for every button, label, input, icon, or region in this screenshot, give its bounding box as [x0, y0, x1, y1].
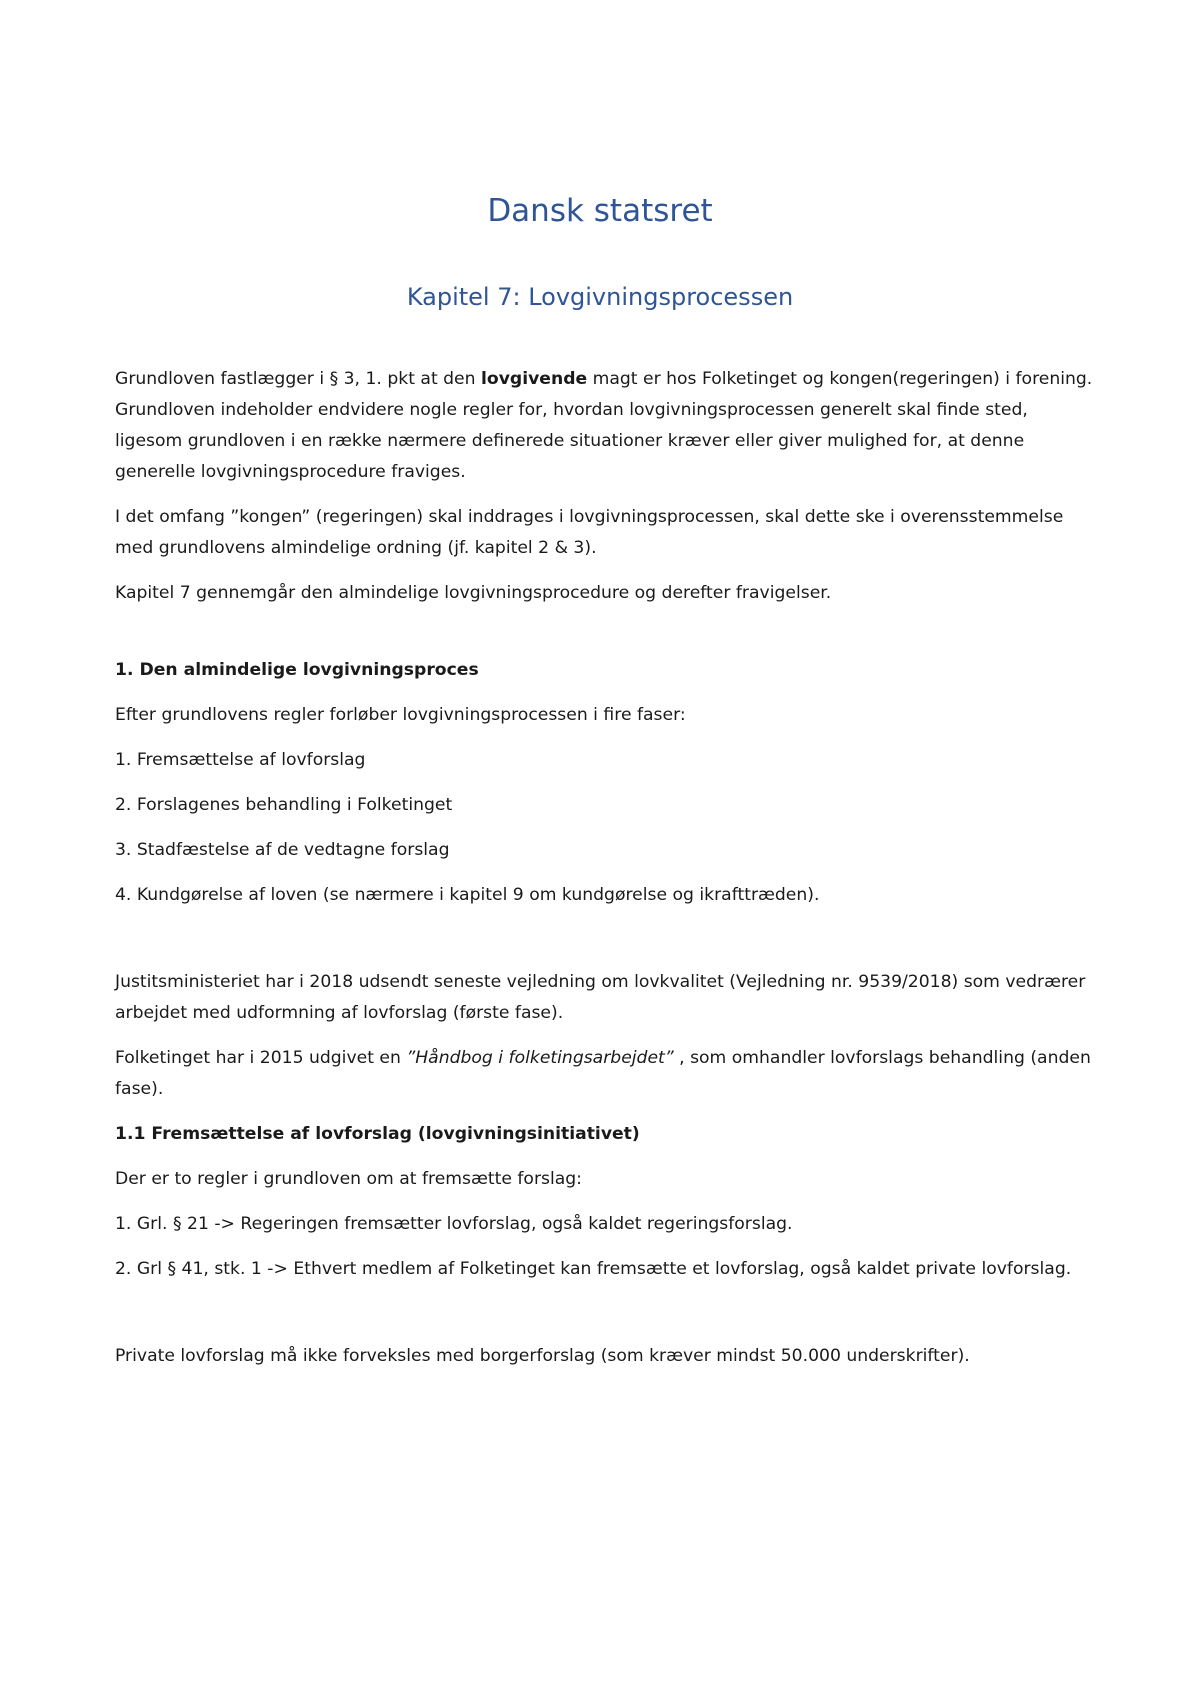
intro-paragraph-3: Kapitel 7 gennemgår den almindelige lovgivningsprocedure og derefter fravigelser.	[115, 583, 832, 603]
section-1-lead: Efter grundlovens regler forløber lovgivningsprocessen i fire faser:	[115, 705, 686, 725]
document-title: Dansk statsret	[487, 193, 713, 229]
section-1-1-lead: Der er to regler i grundloven om at fremsætte forslag:	[115, 1169, 582, 1189]
rule-item: 2. Grl § 41, stk. 1 -> Ethvert medlem af Folketinget kan fremsætte et lovforslag, også kaldet private lovforslag.	[115, 1259, 1072, 1279]
phase-item: 2. Forslagenes behandling i Folketinget	[115, 795, 453, 815]
phase-item: 3. Stadfæstelse af de vedtagne forslag	[115, 840, 450, 860]
phase-item: 1. Fremsættelse af lovforslag	[115, 750, 366, 770]
intro-paragraph-1: Grundloven fastlægger i § 3, 1. pkt at den lovgivende magt er hos Folketinget og kongen(regeringen) i forening. Grundloven indeholder endvidere nogle regler for, hvordan lovgivningsprocessen generelt skal finde sted, ligesom grundloven i en række nærmere definerede situationer kræver eller giver mulighed for, at denne generelle lovgivningsprocedure fraviges.	[115, 369, 1093, 482]
section-1-1-heading: 1.1 Fremsættelse af lovforslag (lovgivningsinitiativet)	[115, 1124, 640, 1144]
section-1-heading: 1. Den almindelige lovgivningsproces	[115, 660, 479, 680]
phase-item: 4. Kundgørelse af loven (se nærmere i kapitel 9 om kundgørelse og ikrafttræden).	[115, 885, 820, 905]
chapter-title: Kapitel 7: Lovgivningsprocessen	[406, 283, 794, 311]
justitsministeriet-paragraph: Justitsministeriet har i 2018 udsendt seneste vejledning om lovkvalitet (Vejledning nr. 9539/2018) som vedrærer arbejdet med udformning af lovforslag (første fase).	[115, 972, 1086, 1023]
intro-paragraph-2: I det omfang ”kongen” (regeringen) skal inddrages i lovgivningsprocessen, skal dette ske i overensstemmelse med grundlovens almindelige ordning (jf. kapitel 2 & 3).	[115, 507, 1064, 558]
document-body	[115, 364, 1095, 1386]
rule-item: 1. Grl. § 21 -> Regeringen fremsætter lovforslag, også kaldet regeringsforslag.	[115, 1214, 793, 1234]
folketinget-paragraph: Folketinget har i 2015 udgivet en ”Håndbog i folketingsarbejdet” , som omhandler lovforslags behandling (anden fase).	[115, 1048, 1091, 1099]
private-lovforslag-note: Private lovforslag må ikke forveksles med borgerforslag (som kræver mindst 50.000 underskrifter).	[115, 1346, 970, 1366]
